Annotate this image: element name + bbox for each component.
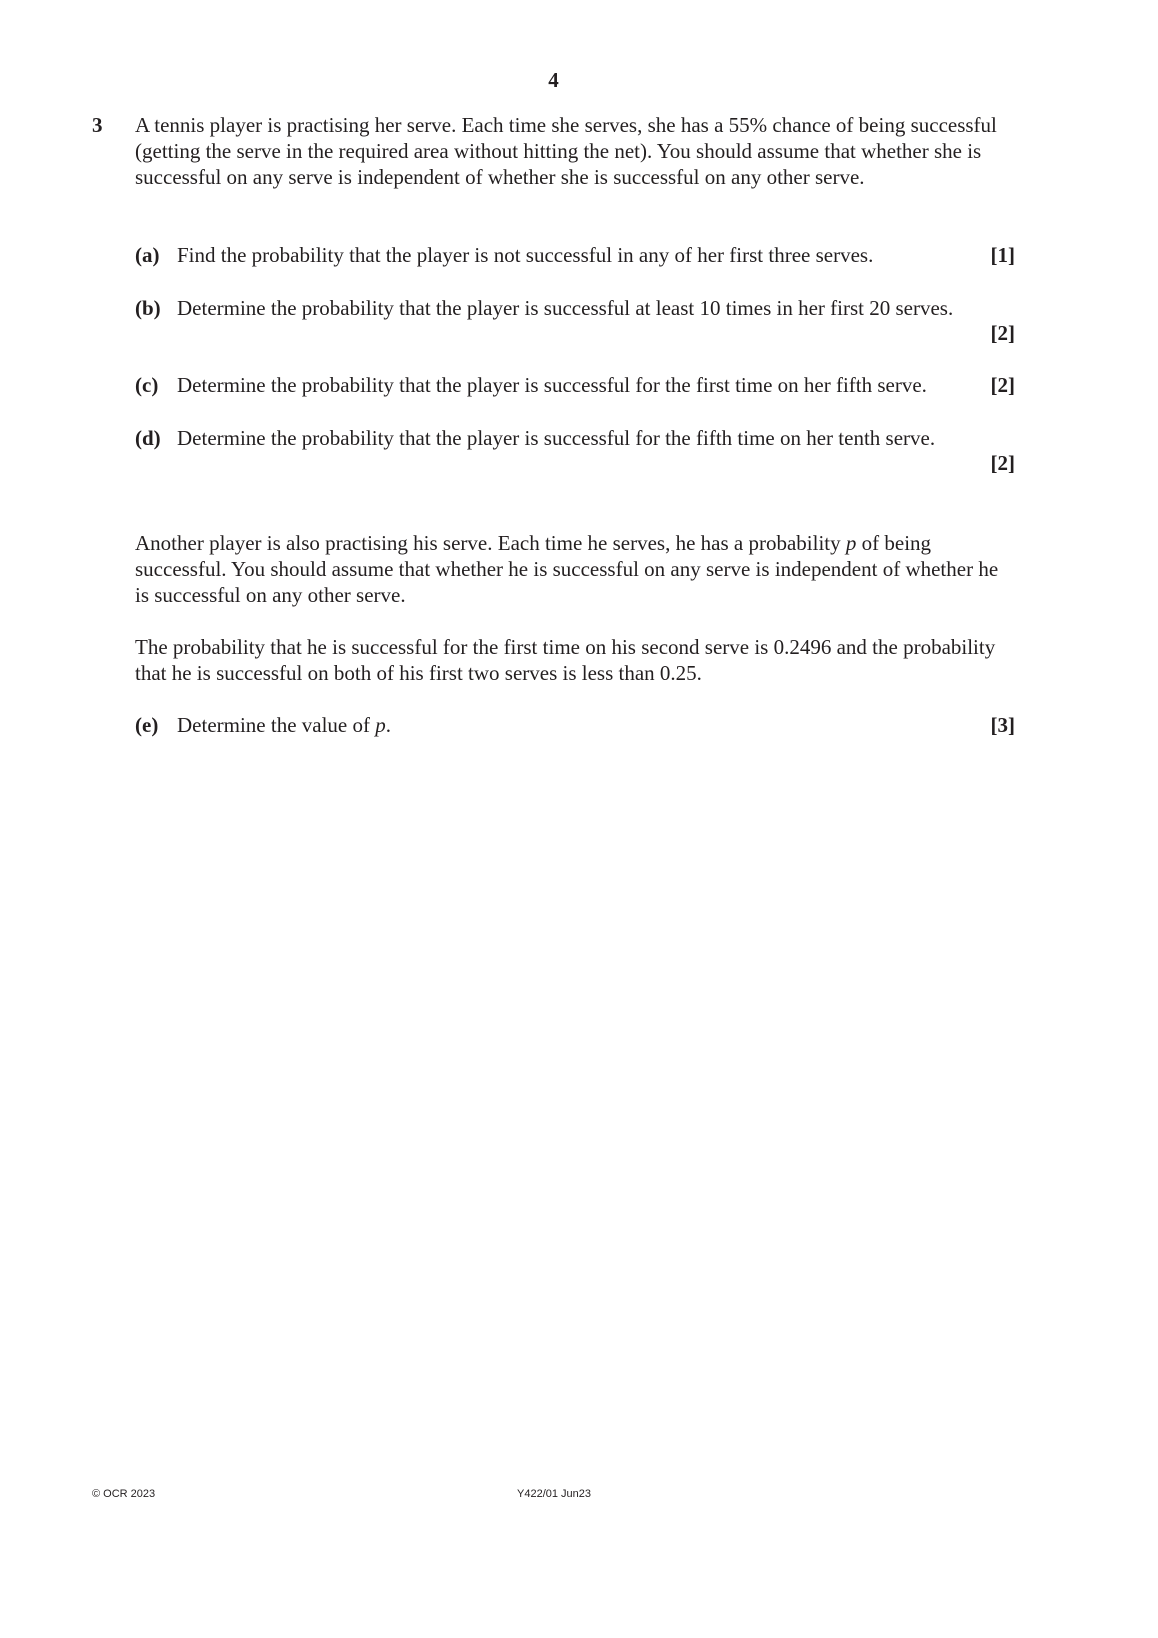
part-e-label: (e) bbox=[135, 713, 159, 737]
part-a-text: Find the probability that the player is not successful in any of her first three serves. bbox=[177, 243, 874, 267]
part-d-label: (d) bbox=[135, 426, 161, 450]
para2-text-a: Another player is also practising his serve. Each time he serves, he has a probability bbox=[135, 531, 846, 555]
variable-p: p bbox=[375, 713, 386, 737]
footer-copyright: © OCR 2023 bbox=[92, 1488, 156, 1500]
part-a-label: (a) bbox=[135, 243, 160, 267]
part-c-label: (c) bbox=[135, 373, 159, 397]
part-e-marks: [3] bbox=[990, 713, 1015, 737]
footer-paper-code: Y422/01 Jun23 bbox=[517, 1488, 592, 1500]
question-number: 3 bbox=[92, 113, 103, 137]
part-c-text: Determine the probability that the player is successful for the first time on her fifth serve. bbox=[177, 373, 927, 397]
variable-p: p bbox=[845, 531, 857, 555]
part-a-marks: [1] bbox=[990, 243, 1015, 267]
part-d-text: Determine the probability that the player is successful for the fifth time on her tenth serve. bbox=[177, 426, 936, 450]
part-b-text: Determine the probability that the player is successful at least 10 times in her first 20 serves. bbox=[177, 296, 954, 320]
part-b-label: (b) bbox=[135, 296, 161, 320]
part-c-marks: [2] bbox=[990, 373, 1015, 397]
part-e-text bbox=[177, 712, 1017, 738]
part-b-marks: [2] bbox=[990, 321, 1015, 345]
part-e-text-b: . bbox=[385, 713, 391, 737]
para2-text-b: of being successful. You should assume that whether he is successful on any serve is independent of whether he is successful on any other serve. bbox=[135, 531, 999, 607]
probability-paragraph: The probability that he is successful for the first time on his second serve is 0.2496 and the probability that he is successful on both of his first two serves is less than 0.25. bbox=[135, 635, 996, 685]
part-e-text-a: Determine the value of bbox=[177, 713, 376, 737]
page-number: 4 bbox=[548, 68, 559, 92]
part-d-marks: [2] bbox=[990, 451, 1015, 475]
question-intro: A tennis player is practising her serve. Each time she serves, she has a 55% chance of being successful (getting the serve in the required area without hitting the net). You should assume that whether she is successful on any serve is independent of whether she is successful on any other serve. bbox=[135, 113, 997, 189]
second-player-paragraph bbox=[135, 530, 1015, 608]
